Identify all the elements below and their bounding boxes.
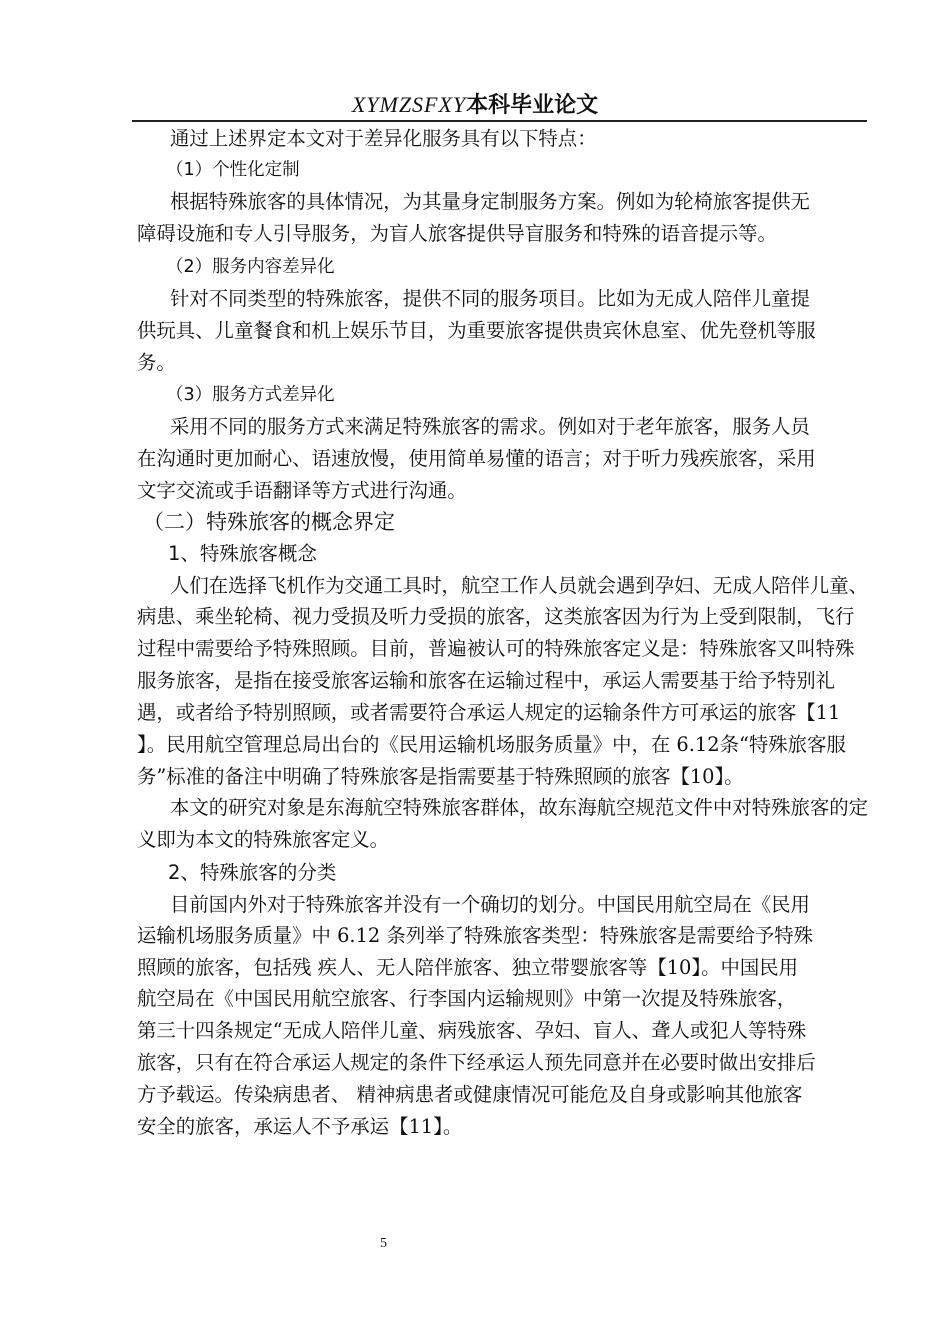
paragraph-line: 遇，或者给予特别照顾，或者需要符合承运人规定的运输条件方可承运的旅客【11 [137,701,841,724]
subsection-heading: 2、特殊旅客的分类 [168,861,337,884]
paragraph-line: 义即为本文的特殊旅客定义。 [137,828,390,851]
paragraph-line: 务”标准的备注中明确了特殊旅客是指需要基于特殊照顾的旅客【10】。 [137,765,744,788]
header-latin: XYMZSFXY [351,92,467,117]
page-number: 5 [380,1236,387,1251]
paragraph-line: 目前国内外对于特殊旅客并没有一个确切的划分。中国民用航空局在《民用 [170,893,810,916]
paragraph-line: 服务旅客，是指在接受旅客运输和旅客在运输过程中，承运人需要基于给予特别礼 [137,669,836,692]
paragraph-line: 第三十四条规定“无成人陪伴儿童、病残旅客、孕妇、盲人、聋人或犯人等特殊 [137,1019,807,1042]
paragraph-line: 航空局在《中国民用航空旅客、行李国内运输规则》中第一次提及特殊旅客， [137,987,797,1010]
paragraph-line: 本文的研究对象是东海航空特殊旅客群体，故东海航空规范文件中对特殊旅客的定 [170,796,869,819]
paragraph-line: 障碍设施和专人引导服务，为盲人旅客提供导盲服务和特殊的语音提示等。 [137,222,777,245]
paragraph-line: 过程中需要给予特殊照顾。目前，普遍被认可的特殊旅客定义是：特殊旅客又叫特殊 [137,637,855,660]
paragraph-line: 旅客，只有在符合承运人规定的条件下经承运人预先同意并在必要时做出安排后 [137,1051,816,1074]
paragraph-line: 文字交流或手语翻译等方式进行沟通。 [137,479,467,502]
paragraph-line: 针对不同类型的特殊旅客，提供不同的服务项目。比如为无成人陪伴儿童提 [170,287,810,310]
paragraph-line: 根据特殊旅客的具体情况，为其量身定制服务方案。例如为轮椅旅客提供无 [170,190,810,213]
paragraph-line: 】。民用航空管理总局出台的《民用运输机场服务质量》中，在 6.12条“特殊旅客服 [137,733,846,756]
paragraph-line: 照顾的旅客，包括残 疾人、无人陪伴旅客、独立带婴旅客等【10】。中国民用 [137,956,799,979]
subsection-heading: 1、特殊旅客概念 [168,542,317,565]
paragraph-line: 通过上述界定本文对于差异化服务具有以下特点： [170,127,597,150]
header-rule [132,120,867,122]
subheading: （1）个性化定制 [166,160,300,180]
paragraph-line: 采用不同的服务方式来满足特殊旅客的需求。例如对于老年旅客，服务人员 [170,415,810,438]
paragraph-line: 安全的旅客，承运人不予承运【11】。 [137,1115,463,1138]
paragraph-line: 方予载运。传染病患者、 精神病患者或健康情况可能危及自身或影响其他旅客 [137,1083,803,1106]
paragraph-line: 供玩具、儿童餐食和机上娱乐节目，为重要旅客提供贵宾休息室、优先登机等服 [137,319,816,342]
paragraph-line: 务。 [137,351,176,374]
subheading: （2）服务内容差异化 [166,257,335,277]
paragraph-line: 病患、乘坐轮椅、视力受损及听力受损的旅客，这类旅客因为行为上受到限制，飞行 [137,605,855,628]
paragraph-line: 人们在选择飞机作为交通工具时，航空工作人员就会遇到孕妇、无成人陪伴儿童、 [170,574,869,597]
header-title: 本科毕业论文 [466,93,599,118]
subheading: （3）服务方式差异化 [166,385,335,405]
paragraph-line: 运输机场服务质量》中 6.12 条列举了特殊旅客类型：特殊旅客是需要给予特殊 [137,924,814,947]
section-heading: （二）特殊旅客的概念界定 [143,510,395,534]
paragraph-line: 在沟通时更加耐心、语速放慢，使用简单易懂的语言；对于听力残疾旅客，采用 [137,447,816,470]
running-header [0,88,950,119]
